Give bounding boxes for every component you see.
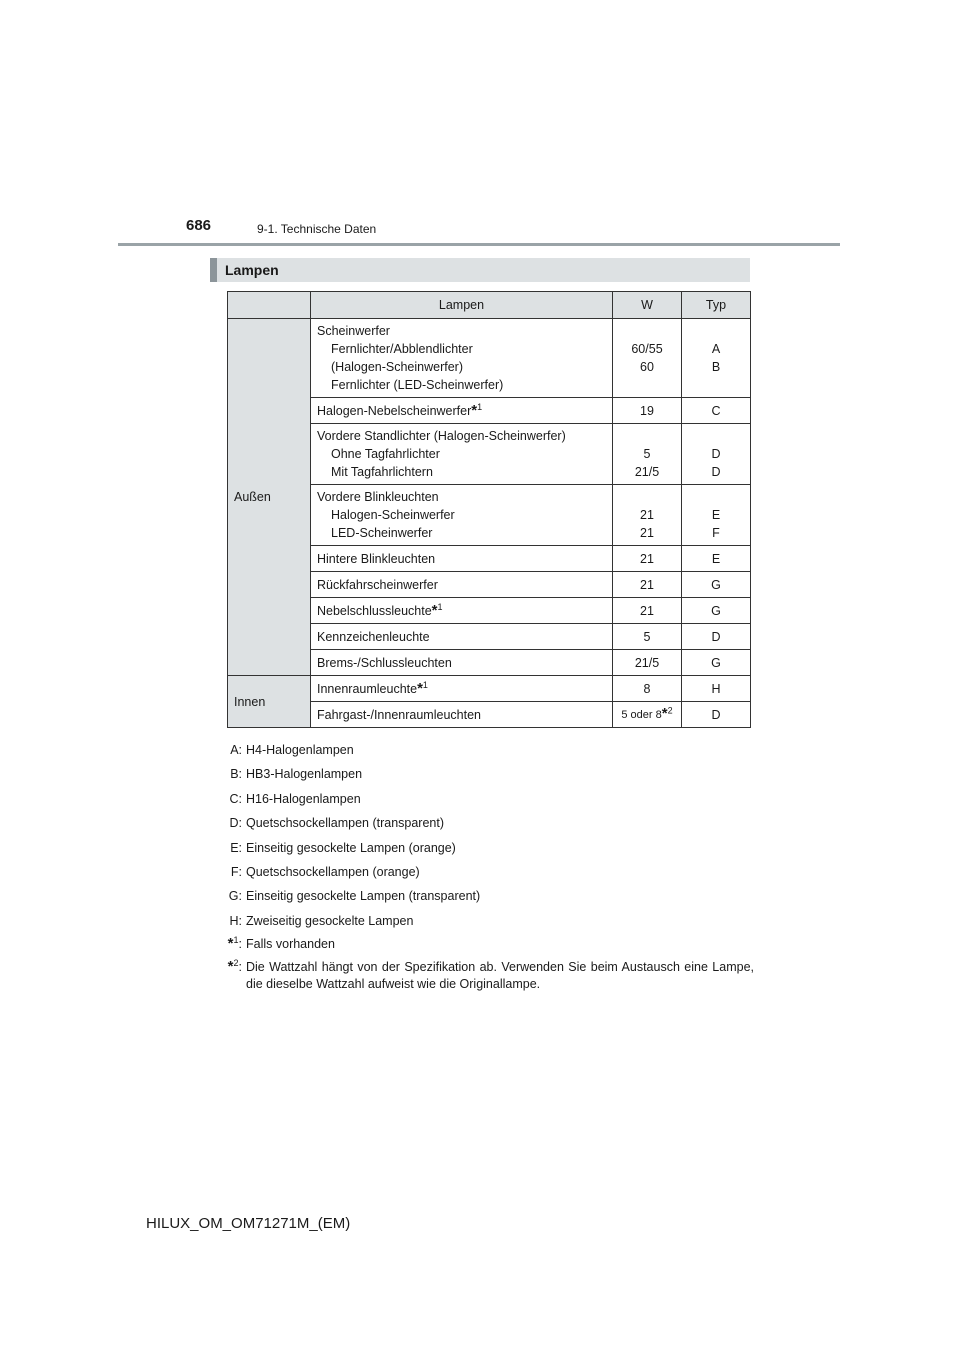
legend-item [214, 914, 754, 938]
wattage-value: 21 [613, 598, 682, 624]
footnote-ref: 1 [422, 679, 428, 690]
lamp-name: Kennzeichenleuchte [311, 624, 613, 650]
lamp-sub-item: Fernlichter/Abblendlichter [331, 342, 473, 356]
spacer [619, 427, 675, 445]
spacer [688, 488, 744, 506]
type-cell [682, 319, 751, 398]
legend-item [214, 889, 754, 913]
lamp-sub-item: Mit Tagfahrlichtern [331, 465, 433, 479]
footnote-ref: 2 [667, 704, 673, 715]
table-row [228, 319, 751, 398]
header-empty [228, 292, 311, 319]
wattage-value: 19 [613, 398, 682, 424]
type-value: D [711, 465, 721, 479]
header-lampen: Lampen [311, 292, 613, 319]
legend-key: E: [230, 840, 242, 855]
wattage-value: 5 [643, 447, 651, 461]
wattage-cell [613, 424, 682, 485]
document-code: HILUX_OM_OM71271M_(EM) [146, 1215, 351, 1232]
header-w: W [613, 292, 682, 319]
legend-key: F: [230, 864, 242, 879]
lamp-description [311, 485, 613, 546]
wattage-cell [613, 319, 682, 398]
legend-text: Einseitig gesockelte Lampen (orange) [246, 840, 456, 855]
lamp-sub-item: (Halogen-Scheinwerfer) [331, 360, 464, 374]
legend-text: Quetschsockellampen (orange) [246, 864, 420, 879]
wattage-value: 21/5 [634, 465, 660, 479]
type-value: D [711, 447, 721, 461]
wattage-value: 60 [640, 360, 654, 374]
spacer [619, 488, 675, 506]
page-number: 686 [186, 217, 212, 234]
legend-item [214, 743, 754, 767]
type-value: C [682, 398, 751, 424]
footnote-ref: 1 [477, 401, 483, 412]
lamp-name: Hintere Blinkleuchten [311, 546, 613, 572]
legend-item [214, 865, 754, 889]
legend-item [214, 841, 754, 865]
wattage-value: 21 [640, 526, 654, 540]
lamp-sub-item: Ohne Tagfahrlichter [331, 447, 440, 461]
lamp-description [311, 319, 613, 398]
type-value: E [711, 508, 721, 522]
block-title-bar [210, 258, 750, 282]
lamp-name-cell [311, 398, 613, 424]
type-value: A [711, 342, 721, 356]
lamp-sub-item: Halogen-Scheinwerfer [331, 508, 455, 522]
lamp-description [311, 424, 613, 485]
legend-key: G: [228, 889, 242, 904]
footnotes [214, 936, 754, 999]
legend-text: Einseitig gesockelte Lampen (transparent) [246, 889, 481, 904]
block-title: Lampen [225, 262, 279, 278]
wattage-value: 60/55 [631, 342, 663, 356]
wattage-value: 8 [613, 676, 682, 702]
type-value: G [682, 572, 751, 598]
legend-text: H16-Halogenlampen [246, 791, 361, 806]
lamp-sub-item: Fernlichter (LED-Scheinwerfer) [331, 378, 504, 392]
lamp-name: Brems-/Schlussleuchten [311, 650, 613, 676]
lamp-name: Innenraumleuchte [317, 681, 418, 696]
footnote-star: * [431, 601, 438, 619]
legend-key: A: [230, 743, 242, 757]
lamp-name: Rückfahrscheinwerfer [311, 572, 613, 598]
wattage-cell [613, 485, 682, 546]
type-value: G [682, 598, 751, 624]
lamp-name: Nebelschlussleuchte [317, 603, 432, 618]
footnote-number: 1 [233, 934, 239, 945]
type-cell [682, 424, 751, 485]
wattage-value: 5 [613, 624, 682, 650]
lamp-sub-item: LED-Scheinwerfer [331, 526, 433, 540]
legend-text: H4-Halogenlampen [246, 743, 354, 757]
lamp-group-title: Vordere Blinkleuchten [317, 490, 439, 504]
lamp-group-title: Scheinwerfer [317, 324, 390, 338]
section-title: 9-1. Technische Daten [257, 222, 377, 236]
lamp-name-cell [311, 598, 613, 624]
footnote-text: Die Wattzahl hängt von der Spezifikation ab. Verwenden Sie beim Austausch eine Lampe, die dieselbe Wattzahl aufweist wie die Originallampe. [246, 960, 754, 991]
type-legend [214, 743, 754, 938]
type-value: E [682, 546, 751, 572]
legend-item [214, 816, 754, 840]
type-value: G [682, 650, 751, 676]
type-value: D [682, 624, 751, 650]
wattage-value: 21/5 [613, 650, 682, 676]
type-cell [682, 485, 751, 546]
footnote-number: 2 [233, 957, 239, 968]
type-value: B [711, 360, 721, 374]
legend-key: D: [229, 816, 242, 831]
wattage-cell [613, 702, 682, 728]
wattage-value: 21 [640, 508, 654, 522]
footnote-star: * [227, 958, 234, 975]
wattage-value: 21 [613, 546, 682, 572]
wattage-value: 21 [613, 572, 682, 598]
type-value: D [682, 702, 751, 728]
legend-item [214, 767, 754, 791]
wattage-value: 5 oder 8 [621, 708, 662, 721]
lamp-name: Halogen-Nebelscheinwerfer [317, 403, 472, 418]
lamps-table [227, 291, 751, 728]
lamp-name: Fahrgast-/Innenraumleuchten [311, 702, 613, 728]
category-outside: Außen [228, 319, 311, 676]
footnote-text: Falls vorhanden [246, 937, 335, 951]
legend-item [214, 792, 754, 816]
footnote-star: * [417, 679, 423, 697]
legend-text: HB3-Halogenlampen [246, 767, 363, 782]
footnote-ref: 1 [437, 601, 443, 612]
header-divider [118, 243, 840, 246]
footnote-item [214, 959, 754, 993]
legend-text: Zweiseitig gesockelte Lampen [246, 913, 414, 928]
legend-key: H: [229, 913, 242, 928]
table-row [228, 676, 751, 702]
legend-key: C: [229, 791, 242, 806]
footnote-item [214, 936, 754, 953]
legend-text: Quetschsockellampen (transparent) [246, 816, 445, 831]
category-inside: Innen [228, 676, 311, 728]
footnote-star: * [227, 935, 234, 952]
footnote-marker: *$^2$: [227, 957, 242, 975]
spacer [688, 427, 744, 445]
header-typ: Typ [682, 292, 751, 319]
lamp-group-title: Vordere Standlichter (Halogen-Scheinwerfer) [317, 429, 566, 443]
footnote-star: * [471, 401, 478, 419]
footnote-marker: *$^1$: [227, 934, 242, 952]
type-value: F [712, 526, 720, 540]
legend-key: B: [230, 767, 242, 782]
footnote-star: * [661, 704, 668, 722]
table-header-row [228, 292, 751, 319]
lamp-name-cell [311, 676, 613, 702]
type-value: H [682, 676, 751, 702]
